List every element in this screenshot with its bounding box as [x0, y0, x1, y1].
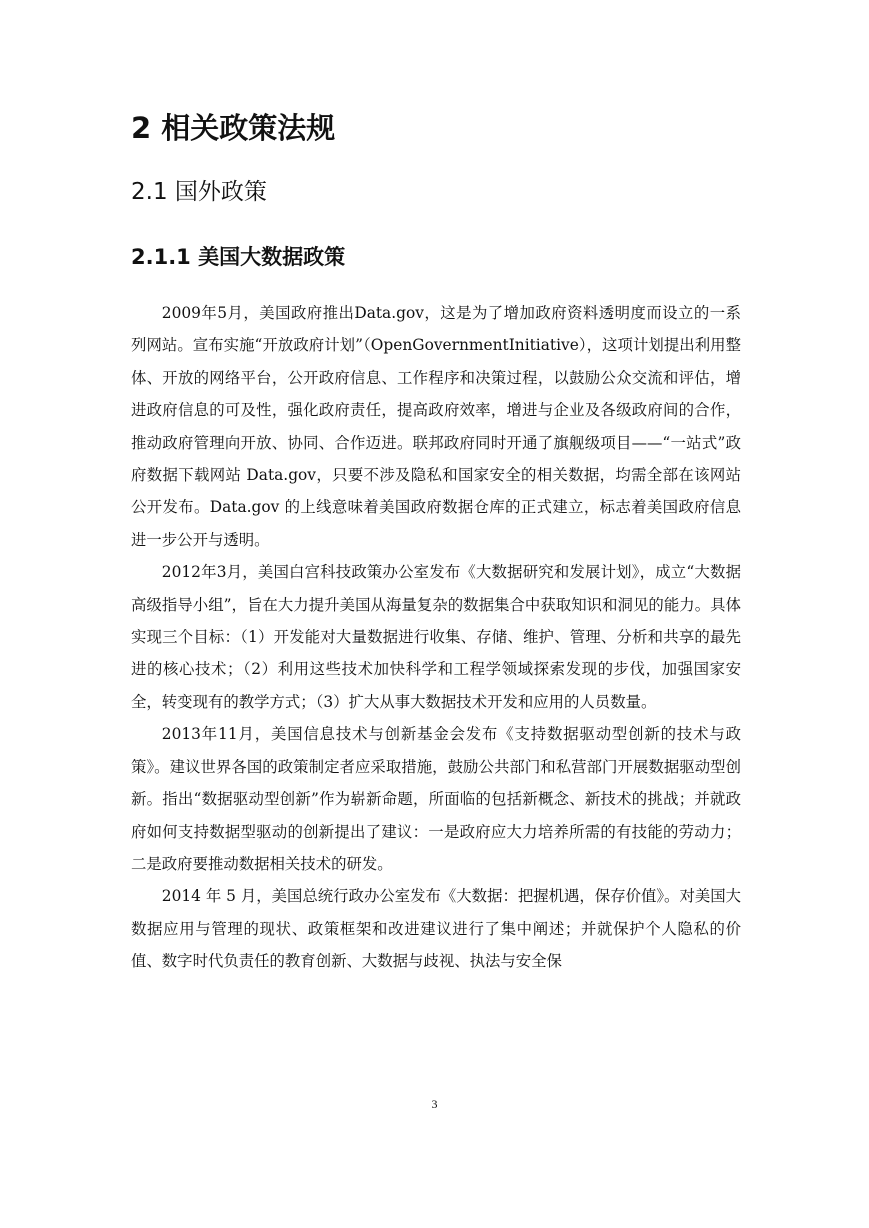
chapter-heading: 2 相关政策法规 — [131, 111, 336, 145]
section-heading: 2.1 国外政策 — [131, 179, 267, 205]
paragraph: 2012年3月，美国白宫科技政策办公室发布《大数据研究和发展计划》，成立“大数据高级指导小组”，旨在大力提升美国从海量复杂的数据集合中获取知识和洞见的能力。具体实现三个目标：（1）开发能对大量数据进行收集、存储、维护、管理、分析和共享的最先进的核心技术；（2）利用这些技术加快科学和工程学领域探索发现的步伐，加强国家安全，转变现有的教学方式；（3）扩大从事大数据技术开发和应用的人员数量。 — [131, 563, 741, 711]
paragraph: 2013年11月，美国信息技术与创新基金会发布《支持数据驱动型创新的技术与政策》。建议世界各国的政策制定者应采取措施，鼓励公共部门和私营部门开展数据驱动型创新。指出“数据驱动型创新”作为崭新命题，所面临的包括新概念、新技术的挑战；并就政府如何支持数据型驱动的创新提出了建议：一是政府应大力培养所需的有技能的劳动力；二是政府要推动数据相关技术的研发。 — [131, 725, 741, 873]
paragraph: 2014 年 5 月，美国总统行政办公室发布《大数据：把握机遇，保存价值》。对美国大数据应用与管理的现状、政策框架和改进建议进行了集中阐述；并就保护个人隐私的价值、数字时代负责任的教育创新、大数据与歧视、执法与安全保 — [131, 887, 742, 971]
subsection-heading: 2.1.1 美国大数据政策 — [131, 245, 346, 269]
paragraph: 2009年5月，美国政府推出Data.gov，这是为了增加政府资料透明度而设立的一系列网站。宣布实施“开放政府计划”（OpenGovernmentInitiative），这项计划提出利用整体、开放的网络平台，公开政府信息、工作程序和决策过程，以鼓励公众交流和评估，增进政府信息的可及性，强化政府责任，提高政府效率，增进与企业及各级政府间的合作，推动政府管理向开放、协同、合作迈进。联邦政府同时开通了旗舰级项目——“一站式”政府数据下载网站 Data.gov，只要不涉及隐私和国家安全的相关数据，均需全部在该网站公开发布。Data.gov 的上线意味着美国政府数据仓库的正式建立，标志着美国政府信息进一步公开与透明。 — [131, 304, 741, 549]
page-number: 3 — [431, 1097, 438, 1111]
body-text — [131, 297, 741, 978]
